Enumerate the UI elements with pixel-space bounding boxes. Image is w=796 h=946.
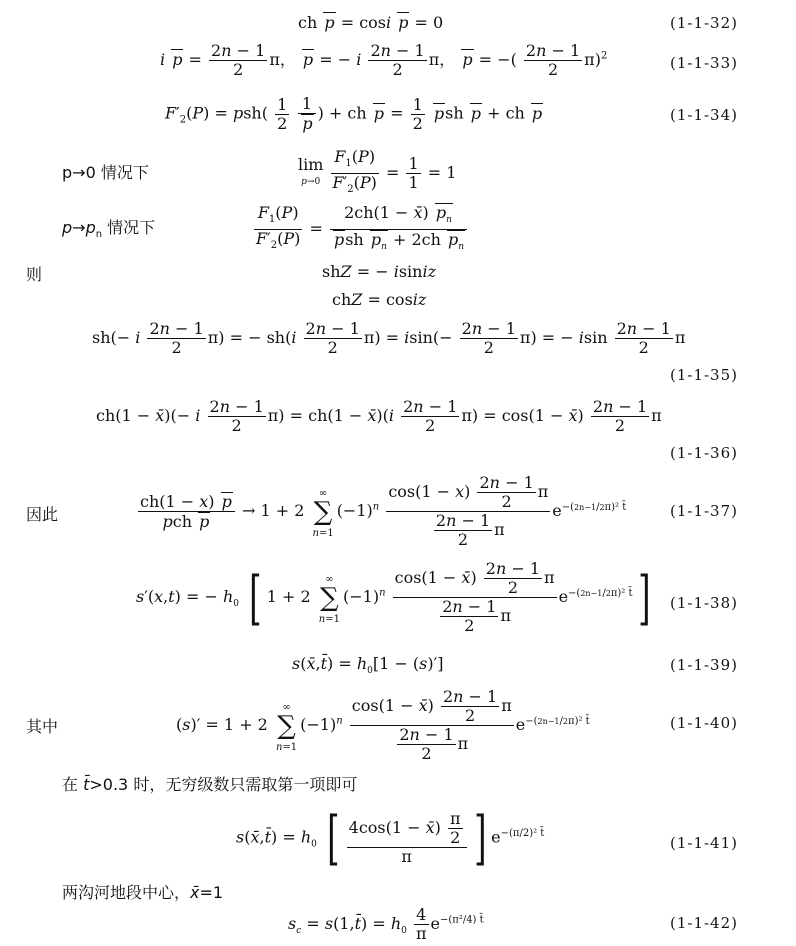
equation-number: (1-1-42) — [669, 914, 738, 932]
equation-number: (1-1-39) — [669, 656, 738, 674]
equation-1-1-40: (s)′ = 1 + 2 ∞ ∑ $n=1(-1)^n$ cos(1 − x̄) $\frac{2n - 1}{2}$ π $\frac{2n - 1}{2}$ π $e^{-(2n-1/2\pi)^2 t̄}$ — [176, 687, 590, 763]
equation-number: (1-1-36) — [669, 444, 738, 462]
paragraph-series-truncation: 在 t̄>0.3 时，无穷级数只需取第一项即可 — [62, 775, 358, 794]
equation-chZ: chZ = cosiz — [332, 290, 427, 309]
label-p-to-0: p→0 情况下 — [62, 163, 149, 182]
equation-1-1-41: s(x̄,t̄) = $h_0$ [ 4cos(1 − x̄) $\frac{\pi}{2}$ π ] $e^{-(\pi/2)^2 t̄}$ — [236, 804, 545, 872]
equation-1-1-36: ch(1 − x̄)(− i $\frac{2n - 1}{2}$ π) = ch(1 − x̄)(i $\frac{2n - 1}{2}$ π) = cos(1 − x̄) $\frac{2n - 1}{2}$ π — [96, 397, 662, 435]
equation-limit: lim p→0 $\frac{F_1(P)}{F'_2(P)}$ = $\frac{1}{1}$ = 1 — [298, 148, 456, 199]
equation-1-1-33: i p = $\frac{2n - 1}{2}$ π， p = − i $\frac{2n - 1}{2}$ π， p = −( $\frac{2n - 1}{2}$ π)$^2$ — [160, 41, 608, 79]
equation-number: (1-1-35) — [669, 366, 738, 384]
equation-number: (1-1-41) — [669, 834, 738, 852]
label-where: 其中 — [26, 717, 59, 736]
equation-1-1-38: s′(x,t) = − $h_0$ [ 1 + 2 ∞ ∑ $n=1(-1)^n$ cos(1 − x̄) $\frac{2n - 1}{2}$ π $\frac{2n - 1}{2}$ π $e^{-(2n-1/2\pi)^2 t̄}$] — [136, 559, 651, 635]
equation-number: (1-1-38) — [669, 594, 738, 612]
label-p-to-pn: $p\to p_n$ 情况下 — [62, 218, 156, 241]
equation-1-1-37: $\frac{ch(1 - x) p}{\text{pch p}}$ → 1 + 2 ∞ ∑ $n=1(-1)^n$ cos(1 − x) $\frac{2n - 1}{2}$ π $\frac{2n - 1}{2}$ π $e^{-(2n-1/2\pi)^2 t̄}$ — [140, 473, 627, 549]
equation-number: (1-1-32) — [669, 14, 738, 32]
equation-1-1-32: ch p = cosi p = 0 — [298, 13, 444, 32]
equation-shZ: shZ = − isiniz — [322, 262, 437, 281]
paragraph-section-center: 两沟河地段中心，x̄=1 — [62, 883, 224, 902]
label-therefore: 因此 — [26, 505, 59, 524]
equation-number: (1-1-33) — [669, 54, 738, 72]
equation-ratio: $\frac{F_1(P)}{F'_2(P)}$ = $\frac{2ch(1 - x̄) p_n}{psh p_n + 2ch p_n}$ — [252, 203, 469, 256]
equation-1-1-35: sh(− i $\frac{2n - 1}{2}$ π) = − sh(i $\frac{2n - 1}{2}$ π) = isin(− $\frac{2n - 1}{2}$ π) = − isin $\frac{2n - 1}{2}$ π — [92, 319, 686, 357]
equation-number: (1-1-37) — [669, 502, 738, 520]
equation-1-1-39: s(x̄,t̄) = $h_0[1 - (s)']$ — [292, 654, 444, 677]
equation-number: (1-1-34) — [669, 106, 738, 124]
equation-1-1-42: $s_c$ = s(1,t̄) = $h_0$ $\frac{4}{\pi}$ $e^{-(\pi^2/4) t̄}$ — [288, 905, 484, 943]
equation-number: (1-1-40) — [669, 714, 738, 732]
label-then: 则 — [26, 265, 43, 284]
equation-1-1-34: $F'_2(P) = psh$( $\frac{1}{2}$ $\frac{1}{p}$ ) + ch p = $\frac{1}{2}$ psh p + ch p — [165, 94, 543, 133]
